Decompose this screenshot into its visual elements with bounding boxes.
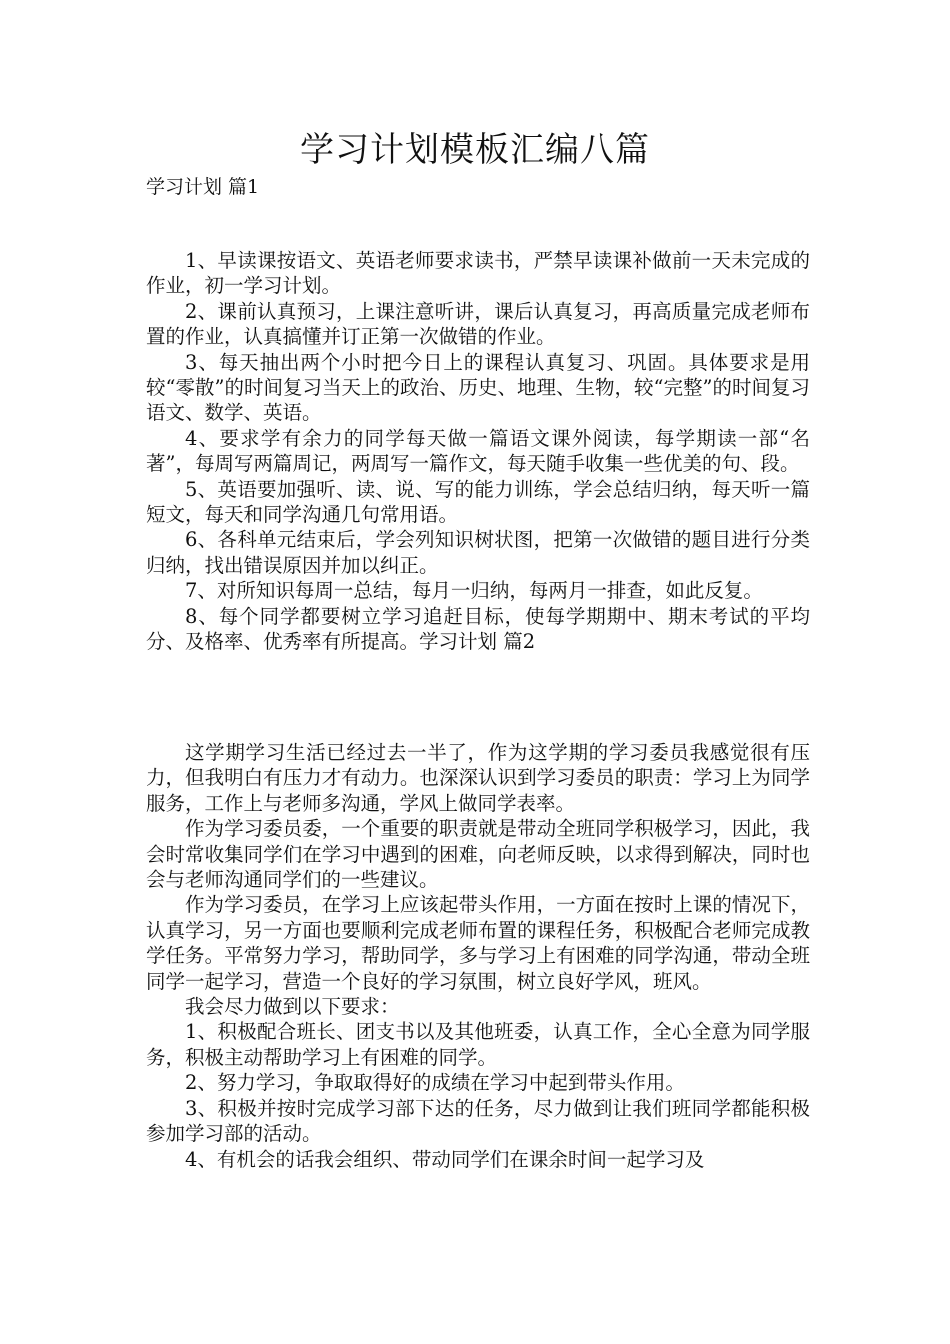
paragraph: 2、努力学习，争取取得好的成绩在学习中起到带头作用。	[185, 1071, 685, 1095]
paragraph: 4、要求学有余力的同学每天做一篇语文课外阅读，每学期读一部“名著”，每周写两篇周记，两周写一篇作文，每天随手收集一些优美的句、段。	[146, 426, 810, 476]
paragraph: 4、有机会的话我会组织、带动同学们在课余时间一起学习及	[185, 1147, 705, 1171]
paragraph: 这学期学习生活已经过去一半了，作为这学期的学习委员我感觉很有压力，但我明白有压力才有动力。也深深认识到学习委员的职责：学习上为同学服务，工作上与老师多沟通，学风上做同学表率。	[146, 741, 810, 815]
section-label-1: 学习计划 篇1	[146, 176, 260, 198]
paragraph: 1、早读课按语文、英语老师要求读书，严禁早读课补做前一天未完成的作业，初一学习计划。	[146, 249, 810, 298]
section-2-body	[146, 740, 810, 1172]
paragraph: 3、每天抽出两个小时把今日上的课程认真复习、巩固。具体要求是用较“零散”的时间复习当天上的政治、历史、地理、生物，较“完整”的时间复习语文、数学、英语。	[146, 350, 810, 425]
paragraph: 7、对所知识每周一总结，每月一归纳，每两月一排查，如此反复。	[185, 579, 763, 603]
paragraph: 作为学习委员，在学习上应该起带头作用，一方面在按时上课的情况下，认真学习，另一方面也要顺利完成老师布置的课程任务，积极配合老师完成教学任务。平常努力学习，帮助同学，多与学习上有困难的同学沟通，带动全班同学一起学习，营造一个良好的学习氛围，树立良好学风，班风。	[146, 893, 810, 993]
paragraph: 8、每个同学都要树立学习追赶目标，使每学期期中、期末考试的平均分、及格率、优秀率有所提高。学习计划 篇2	[146, 604, 810, 654]
section-1-body	[146, 248, 810, 655]
paragraph: 作为学习委员委，一个重要的职责就是带动全班同学积极学习，因此，我会时常收集同学们在学习中遇到的困难，向老师反映，以求得到解决，同时也会与老师沟通同学们的一些建议。	[146, 817, 810, 892]
paragraph: 1、积极配合班长、团支书以及其他班委，认真工作，全心全意为同学服务，积极主动帮助学习上有困难的同学。	[146, 1020, 810, 1069]
paragraph: 我会尽力做到以下要求：	[185, 995, 400, 1019]
document-title: 学习计划模板汇编八篇	[300, 130, 650, 170]
paragraph: 3、积极并按时完成学习部下达的任务，尽力做到让我们班同学都能积极参加学习部的活动。	[146, 1096, 810, 1146]
paragraph: 5、英语要加强听、读、说、写的能力训练，学会总结归纳，每天听一篇短文，每天和同学沟通几句常用语。	[146, 477, 810, 527]
paragraph: 2、课前认真预习，上课注意听讲，课后认真复习，再高质量完成老师布置的作业，认真搞懂并订正第一次做错的作业。	[146, 299, 810, 349]
paragraph: 6、各科单元结束后，学会列知识树状图，把第一次做错的题目进行分类归纳，找出错误原因并加以纠正。	[146, 528, 810, 577]
